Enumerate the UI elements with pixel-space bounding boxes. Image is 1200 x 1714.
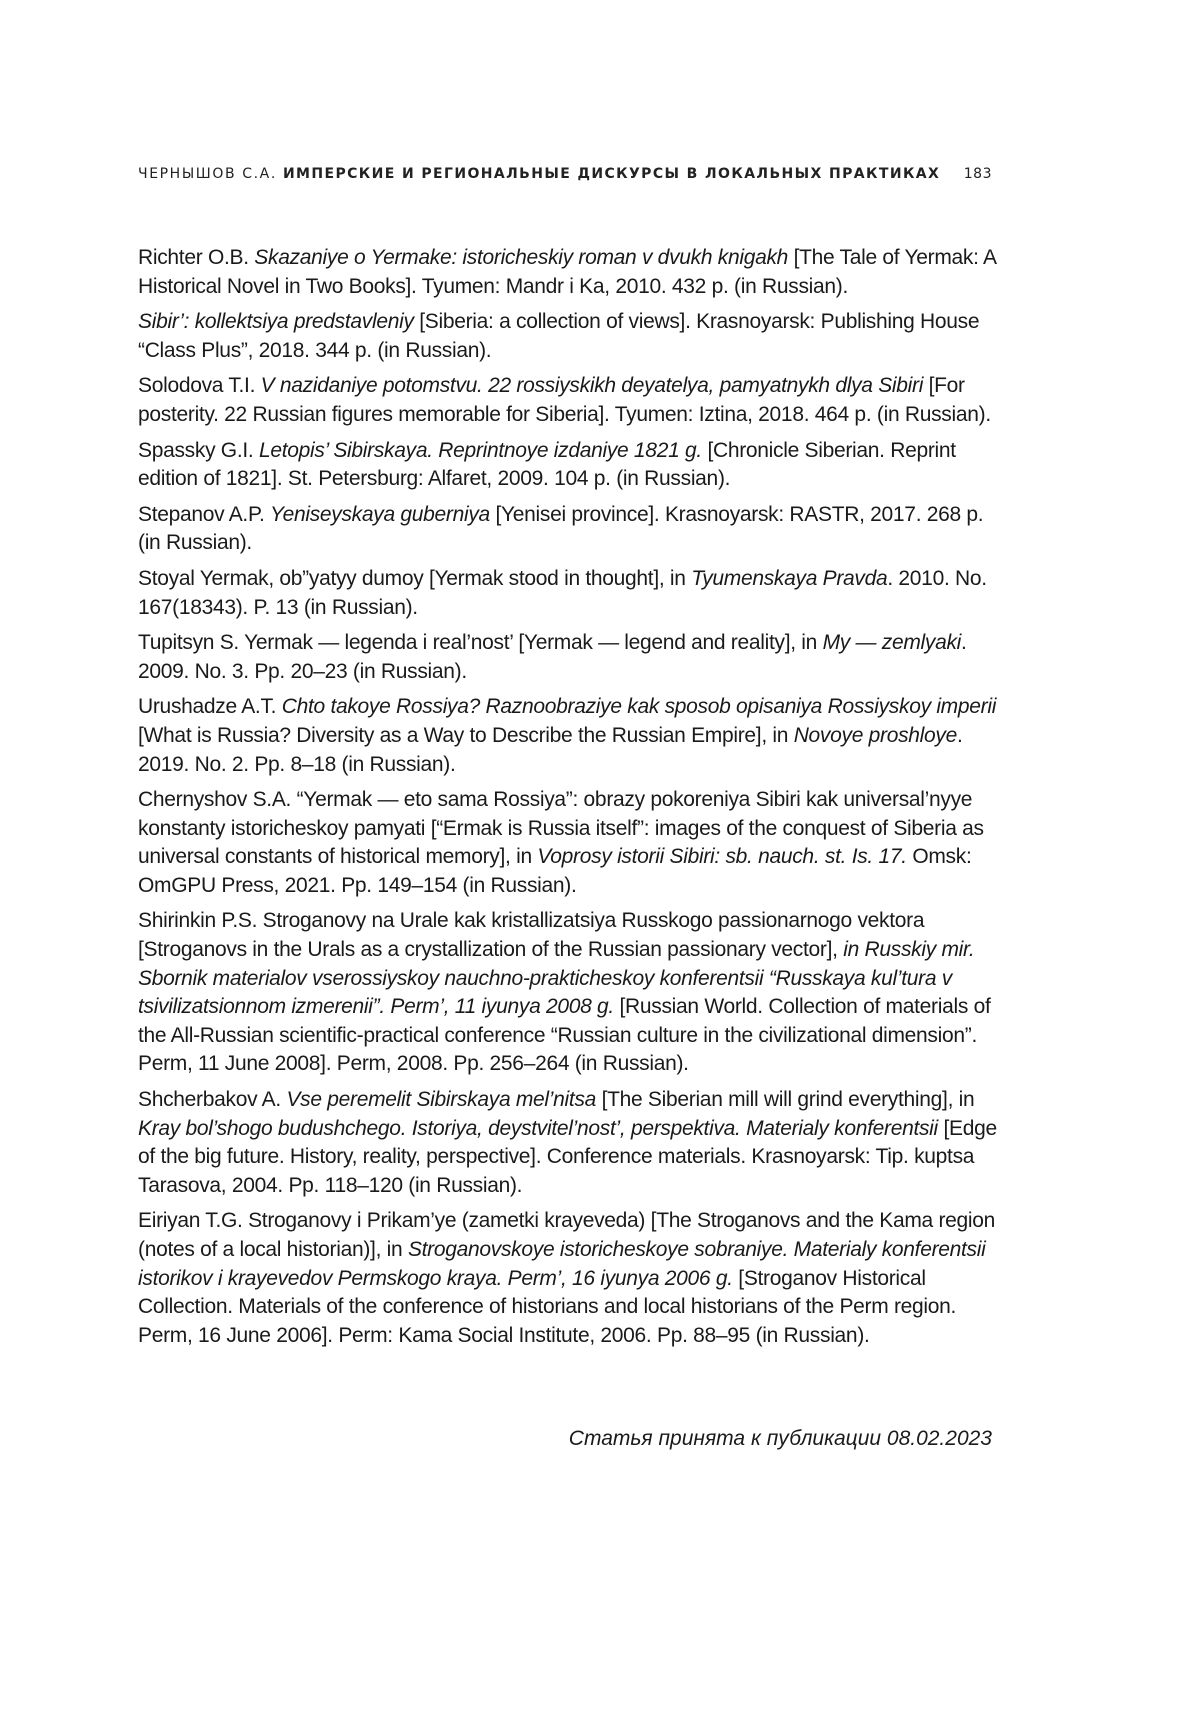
reference-text: Omsk: OmGPU Press, 2021. Pp. 149–154 (in Russian). xyxy=(138,845,972,897)
reference-text: Richter O.B. xyxy=(138,246,254,269)
reference-text: [Stroganov Historical Collection. Materials of the conference of historians and local historians of the Perm region. Perm, 16 June 2006]. Perm: Kama Social Institute, 2006. Pp. 88–95 (in Russian). xyxy=(138,1267,956,1347)
reference-italic-text: Sibir’: kollektsiya predstavleniy xyxy=(138,310,414,333)
reference-text: . 2009. No. 3. Pp. 20–23 (in Russian). xyxy=(138,631,967,683)
reference-entry xyxy=(138,786,1008,900)
page-number: 183 xyxy=(964,166,992,182)
reference-italic-text: My — zemlyaki xyxy=(823,631,961,654)
reference-italic-text: Chto takoye Rossiya? Raznoobraziye kak sposob opisaniya Rossiyskoy imperii xyxy=(282,695,996,718)
reference-italic-text: Kray bol’shogo budushchego. Istoriya, deystvitel’nost’, perspektiva. Materialy konferentsii xyxy=(138,1117,938,1140)
reference-italic-text: Letopis’ Sibirskaya. Reprintnoye izdaniye 1821 g. xyxy=(259,439,702,462)
reference-entry xyxy=(138,629,1008,686)
reference-italic-text: Yeniseyskaya guberniya xyxy=(270,503,490,526)
reference-list xyxy=(138,244,1008,1357)
reference-entry xyxy=(138,1207,1008,1350)
reference-italic-text: Skazaniye o Yermake: istoricheskiy roman v dvukh knigakh xyxy=(254,246,788,269)
reference-text: [Siberia: a collection of views]. Krasnoyarsk: Publishing House “Class Plus”, 2018. 344 p. (in Russian). xyxy=(138,310,979,362)
reference-text: Tupitsyn S. Yermak — legenda i real’nost’ [Yermak — legend and reality], in xyxy=(138,631,823,654)
reference-italic-text: in Russkiy mir. Sbornik materialov vserossiyskoy nauchno-prakticheskoy konferentsii “Russkaya kul’tura v tsivilizatsionnom izmerenii”. Perm’, 11 iyunya 2008 g. xyxy=(138,938,974,1018)
reference-entry xyxy=(138,693,1008,779)
reference-entry xyxy=(138,565,1008,622)
reference-italic-text: V nazidaniye potomstvu. 22 rossiyskikh deyatelya, pamyatnykh dlya Sibiri xyxy=(261,374,923,397)
reference-entry xyxy=(138,372,1008,429)
reference-entry xyxy=(138,907,1008,1079)
reference-entry xyxy=(138,501,1008,558)
reference-entry xyxy=(138,308,1008,365)
running-head xyxy=(138,166,992,190)
reference-text: Spassky G.I. xyxy=(138,439,259,462)
reference-text: Eiriyan T.G. Stroganovy i Prikam’ye (zametki krayeveda) [The Stroganovs and the Kama region (notes of a local historian)], in xyxy=(138,1209,995,1261)
running-head-title: ИМПЕРСКИЕ И РЕГИОНАЛЬНЫЕ ДИСКУРСЫ В ЛОКАЛЬНЫХ ПРАКТИКАХ xyxy=(283,166,940,182)
reference-text: [Chronicle Siberian. Reprint edition of 1821]. St. Petersburg: Alfaret, 2009. 104 p. (in Russian). xyxy=(138,439,956,491)
reference-entry xyxy=(138,437,1008,494)
reference-italic-text: Voprosy istorii Sibiri: sb. nauch. st. Is. 17. xyxy=(537,845,906,868)
reference-text: Solodova T.I. xyxy=(138,374,261,397)
reference-text: [The Tale of Yermak: A Historical Novel in Two Books]. Tyumen: Mandr i Ka, 2010. 432 p. (in Russian). xyxy=(138,246,996,298)
reference-italic-text: Stroganovskoye istoricheskoye sobraniye. Materialy konferentsii istorikov i krayevedov Permskogo kraya. Perm’, 16 iyunya 2006 g. xyxy=(138,1238,986,1290)
reference-text: Shirinkin P.S. Stroganovy na Urale kak kristallizatsiya Russkogo passionarnogo vektora [Stroganovs in the Urals as a crystallization of the Russian passionary vector], xyxy=(138,909,924,961)
running-head-author: ЧЕРНЫШОВ С.А. xyxy=(138,166,277,182)
reference-entry xyxy=(138,1086,1008,1200)
acceptance-note: Статья принята к публикации 08.02.2023 xyxy=(569,1427,992,1451)
reference-text: Shcherbakov A. xyxy=(138,1088,286,1111)
reference-text: Urushadze A.T. xyxy=(138,695,282,718)
reference-text: [The Siberian mill will grind everything], in xyxy=(596,1088,974,1111)
reference-text: . 2010. No. 167(18343). P. 13 (in Russian). xyxy=(138,567,987,619)
reference-text: . 2019. No. 2. Pp. 8–18 (in Russian). xyxy=(138,724,963,776)
reference-text: Stoyal Yermak, ob”yatyy dumoy [Yermak stood in thought], in xyxy=(138,567,691,590)
reference-italic-text: Vse peremelit Sibirskaya mel’nitsa xyxy=(286,1088,596,1111)
reference-entry xyxy=(138,244,1008,301)
reference-text: Stepanov A.P. xyxy=(138,503,270,526)
reference-italic-text: Tyumenskaya Pravda xyxy=(691,567,887,590)
reference-text: [What is Russia? Diversity as a Way to Describe the Russian Empire], in xyxy=(138,724,794,747)
reference-text: [Edge of the big future. History, reality, perspective]. Conference materials. Krasnoyarsk: Tip. kuptsa Tarasova, 2004. Pp. 118–120 (in Russian). xyxy=(138,1117,997,1197)
reference-text: [For posterity. 22 Russian figures memorable for Siberia]. Tyumen: Iztina, 2018. 464 p. (in Russian). xyxy=(138,374,991,426)
reference-italic-text: Novoye proshloye xyxy=(794,724,957,747)
reference-text: [Yenisei province]. Krasnoyarsk: RASTR, 2017. 268 p. (in Russian). xyxy=(138,503,983,555)
reference-text: [Russian World. Collection of materials of the All-Russian scientific-practical conference “Russian culture in the civilizational dimension”. Perm, 11 June 2008]. Perm, 2008. Pp. 256–264 (in Russian). xyxy=(138,995,991,1075)
reference-text: Chernyshov S.A. “Yermak — eto sama Rossiya”: obrazy pokoreniya Sibiri kak universal’nyye konstanty istoricheskoy pamyati [“Ermak is Russia itself”: images of the conquest of Siberia as universal constants of historical memory], in xyxy=(138,788,984,868)
